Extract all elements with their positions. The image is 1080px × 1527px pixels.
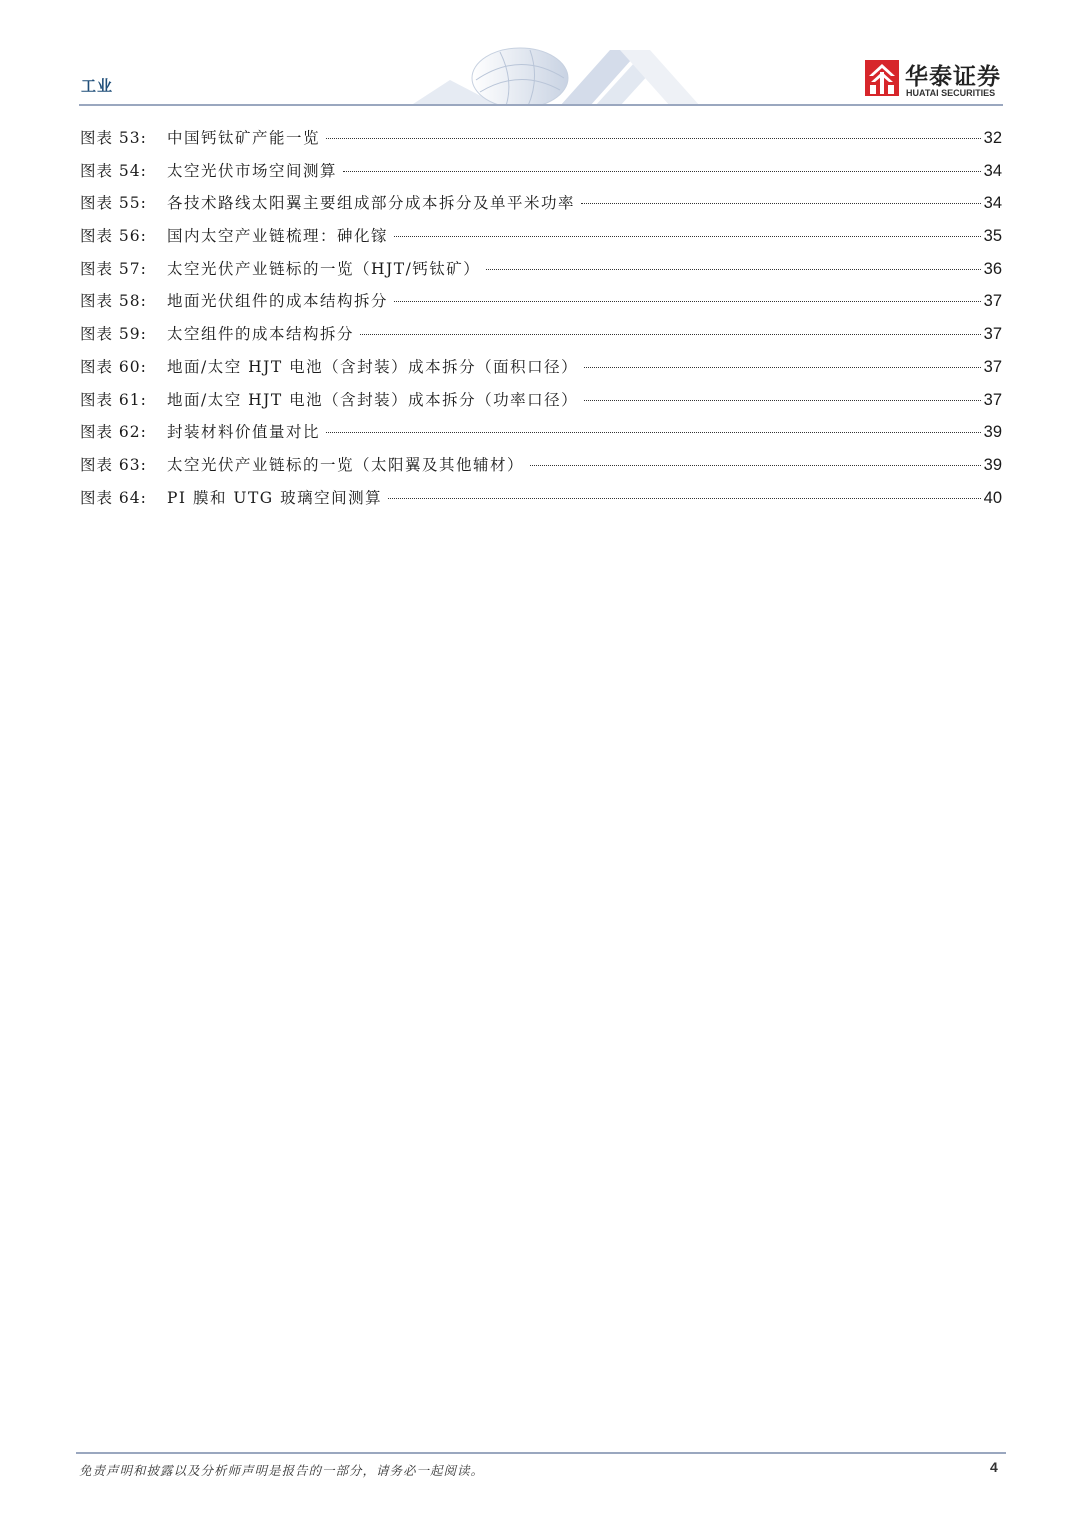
header-divider <box>79 104 1003 106</box>
huatai-logo <box>865 60 1005 100</box>
toc-entry-page: 35 <box>983 227 1002 246</box>
toc-entry-title: 封装材料价值量对比 <box>167 423 321 442</box>
toc-entry-title: PI 膜和 UTG 玻璃空间测算 <box>167 488 383 507</box>
toc-dot-leader <box>584 367 980 368</box>
toc-entry-label: 图表 53: <box>80 129 147 147</box>
footer-disclaimer: 免责声明和披露以及分析师声明是报告的一部分，请务必一起阅读。 <box>79 1463 485 1478</box>
toc-entry-page: 36 <box>983 259 1002 278</box>
toc-entry-page: 40 <box>983 488 1002 507</box>
toc-dot-leader <box>394 236 981 237</box>
toc-entry-title: 地面/太空 HJT 电池（含封装）成本拆分（面积口径） <box>167 357 579 376</box>
toc-entry-title: 太空组件的成本结构拆分 <box>167 325 355 344</box>
toc-entry-page: 37 <box>983 390 1002 409</box>
section-label: 工业 <box>81 77 114 95</box>
toc-entry[interactable] <box>80 453 1002 486</box>
toc-entry-title: 太空光伏市场空间测算 <box>167 161 338 180</box>
toc-entry-label: 图表 55: <box>80 194 147 213</box>
toc-entry-title: 太空光伏产业链标的一览（太阳翼及其他辅材） <box>167 455 525 474</box>
toc-entry[interactable] <box>80 159 1002 192</box>
toc-entry[interactable] <box>80 257 1002 290</box>
page-number: 4 <box>990 1459 998 1475</box>
toc-entry-label: 图表 63: <box>80 455 147 474</box>
toc-entry-title: 地面光伏组件的成本结构拆分 <box>167 292 389 311</box>
toc-entry-label: 图表 54: <box>80 161 147 180</box>
toc-dot-leader <box>530 465 981 466</box>
toc-dot-leader <box>581 203 981 204</box>
toc-entry[interactable] <box>80 126 1002 159</box>
toc-entry[interactable] <box>80 486 1002 519</box>
toc-dot-leader <box>486 269 980 270</box>
toc-entry-title: 中国钙钛矿产能一览 <box>167 129 321 147</box>
toc-entry-label: 图表 58: <box>80 292 147 311</box>
toc-entry-title: 国内太空产业链梳理：砷化镓 <box>167 227 389 246</box>
toc-dot-leader <box>394 301 981 302</box>
toc-entry-label: 图表 57: <box>80 259 147 278</box>
toc-entry-title: 各技术路线太阳翼主要组成部分成本拆分及单平米功率 <box>167 194 576 213</box>
toc-dot-leader <box>388 498 981 499</box>
toc-entry-page: 34 <box>983 194 1002 213</box>
toc-entry-label: 图表 59: <box>80 325 147 344</box>
toc-entry[interactable] <box>80 420 1002 453</box>
toc-entry-page: 37 <box>983 325 1002 344</box>
figure-index-list <box>80 126 1002 518</box>
toc-entry-page: 34 <box>983 161 1002 180</box>
footer-divider <box>76 1452 1006 1454</box>
toc-dot-leader <box>584 400 980 401</box>
logo-english-name: HUATAI SECURITIES <box>906 88 996 98</box>
toc-entry-page: 39 <box>983 455 1002 474</box>
toc-entry-label: 图表 56: <box>80 227 147 246</box>
toc-entry-label: 图表 62: <box>80 423 147 442</box>
toc-dot-leader <box>343 171 981 172</box>
toc-entry-label: 图表 64: <box>80 488 147 507</box>
toc-entry-title: 地面/太空 HJT 电池（含封装）成本拆分（功率口径） <box>167 390 579 409</box>
toc-entry[interactable] <box>80 191 1002 224</box>
toc-entry-label: 图表 61: <box>80 390 147 409</box>
toc-entry-page: 32 <box>983 129 1002 147</box>
huatai-logo-mark-icon <box>865 60 899 96</box>
toc-entry-label: 图表 60: <box>80 357 147 376</box>
toc-entry[interactable] <box>80 224 1002 257</box>
toc-entry[interactable] <box>80 322 1002 355</box>
page-header <box>0 0 1080 110</box>
toc-entry[interactable] <box>80 355 1002 388</box>
toc-entry[interactable] <box>80 388 1002 421</box>
logo-chinese-name: 华泰证券 <box>905 64 1001 90</box>
toc-dot-leader <box>360 334 981 335</box>
toc-entry-title: 太空光伏产业链标的一览（HJT/钙钛矿） <box>167 259 481 278</box>
toc-dot-leader <box>326 138 981 139</box>
toc-entry[interactable] <box>80 289 1002 322</box>
toc-dot-leader <box>326 432 981 433</box>
header-decoration-graphic <box>410 40 710 106</box>
toc-entry-page: 37 <box>983 357 1002 376</box>
toc-entry-page: 39 <box>983 423 1002 442</box>
toc-entry-page: 37 <box>983 292 1002 311</box>
